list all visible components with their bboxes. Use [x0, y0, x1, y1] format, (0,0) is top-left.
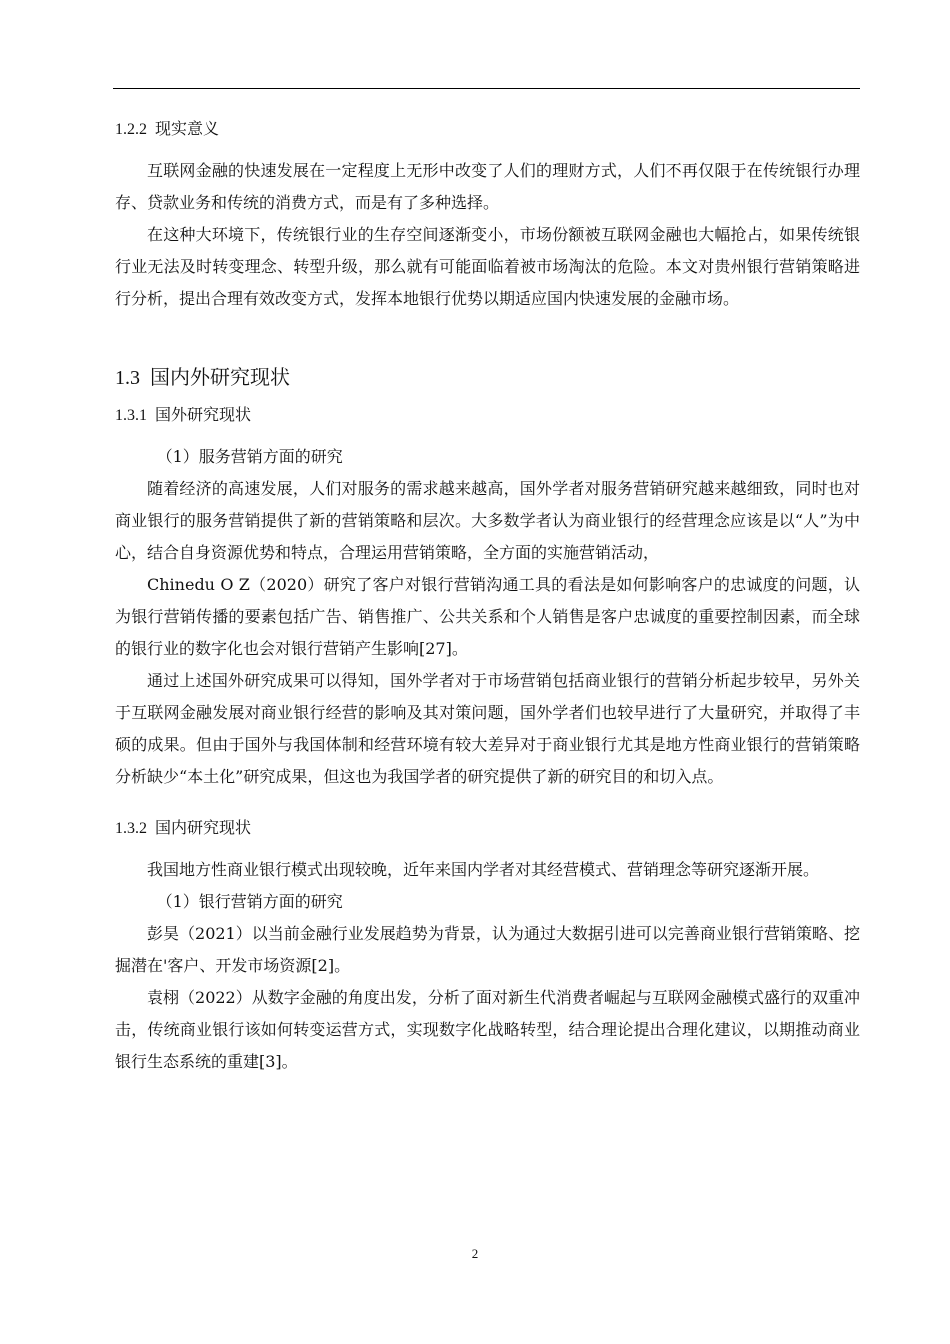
heading-number: 1.3.2 — [115, 820, 147, 837]
subheading: （1）服务营销方面的研究 — [156, 447, 343, 466]
heading-1-3-2 — [115, 817, 860, 840]
heading-1-3 — [115, 363, 860, 392]
header-rule — [113, 88, 860, 89]
paragraph: 我国地方性商业银行模式出现较晚，近年来国内学者对其经营模式、营销理念等研究逐渐开展。 — [147, 860, 820, 879]
heading-title: 国外研究现状 — [155, 405, 252, 424]
heading-title: 现实意义 — [155, 119, 220, 138]
heading-title: 国内外研究现状 — [150, 365, 290, 389]
heading-1-3-1 — [115, 404, 860, 427]
heading-number: 1.3 — [115, 367, 140, 389]
heading-number: 1.3.1 — [115, 407, 147, 424]
paragraph: 在这种大环境下，传统银行业的生存空间逐渐变小，市场份额被互联网金融也大幅抢占，如果传统银行业无法及时转变理念、转型升级，那么就有可能面临着被市场淘汰的危险。本文对贵州银行营销策略进行分析，提出合理有效改变方式，发挥本地银行优势以期适应国内快速发展的金融市场。 — [115, 225, 860, 308]
heading-1-2-2 — [115, 118, 860, 141]
heading-title: 国内研究现状 — [155, 818, 252, 837]
paragraph: 互联网金融的快速发展在一定程度上无形中改变了人们的理财方式，人们不再仅限于在传统银行办理存、贷款业务和传统的消费方式，而是有了多种选择。 — [115, 161, 860, 212]
heading-number: 1.2.2 — [115, 121, 147, 138]
subheading: （1）银行营销方面的研究 — [156, 892, 343, 911]
paragraph: 随着经济的高速发展，人们对服务的需求越来越高，国外学者对服务营销研究越来越细致，同时也对商业银行的服务营销提供了新的营销策略和层次。大多数学者认为商业银行的经营理念应该是以“人”为中心，结合自身资源优势和特点，合理运用营销策略，全方面的实施营销活动， — [115, 479, 860, 562]
paragraph: 通过上述国外研究成果可以得知，国外学者对于市场营销包括商业银行的营销分析起步较早，另外关于互联网金融发展对商业银行经营的影响及其对策问题，国外学者们也较早进行了大量研究，并取得了丰硕的成果。但由于国外与我国体制和经营环境有较大差异对于商业银行尤其是地方性商业银行的营销策略分析缺少“本土化”研究成果，但这也为我国学者的研究提供了新的研究目的和切入点。 — [115, 671, 860, 786]
paragraph: 彭昊（2021）以当前金融行业发展趋势为背景，认为通过大数据引进可以完善商业银行营销策略、挖掘潜在'客户、开发市场资源[2]。 — [115, 924, 860, 975]
page-number: 2 — [471, 1246, 479, 1261]
paragraph: 袁栩（2022）从数字金融的角度出发，分析了面对新生代消费者崛起与互联网金融模式盛行的双重冲击，传统商业银行该如何转变运营方式，实现数字化战略转型，结合理论提出合理化建议，以期推动商业银行生态系统的重建[3]。 — [115, 988, 860, 1071]
document-body — [115, 112, 860, 1078]
paragraph: Chinedu O Z（2020）研究了客户对银行营销沟通工具的看法是如何影响客户的忠诚度的问题，认为银行营销传播的要素包括广告、销售推广、公共关系和个人销售是客户忠诚度的重要控制因素，而全球的银行业的数字化也会对银行营销产生影响[27]。 — [115, 575, 860, 658]
